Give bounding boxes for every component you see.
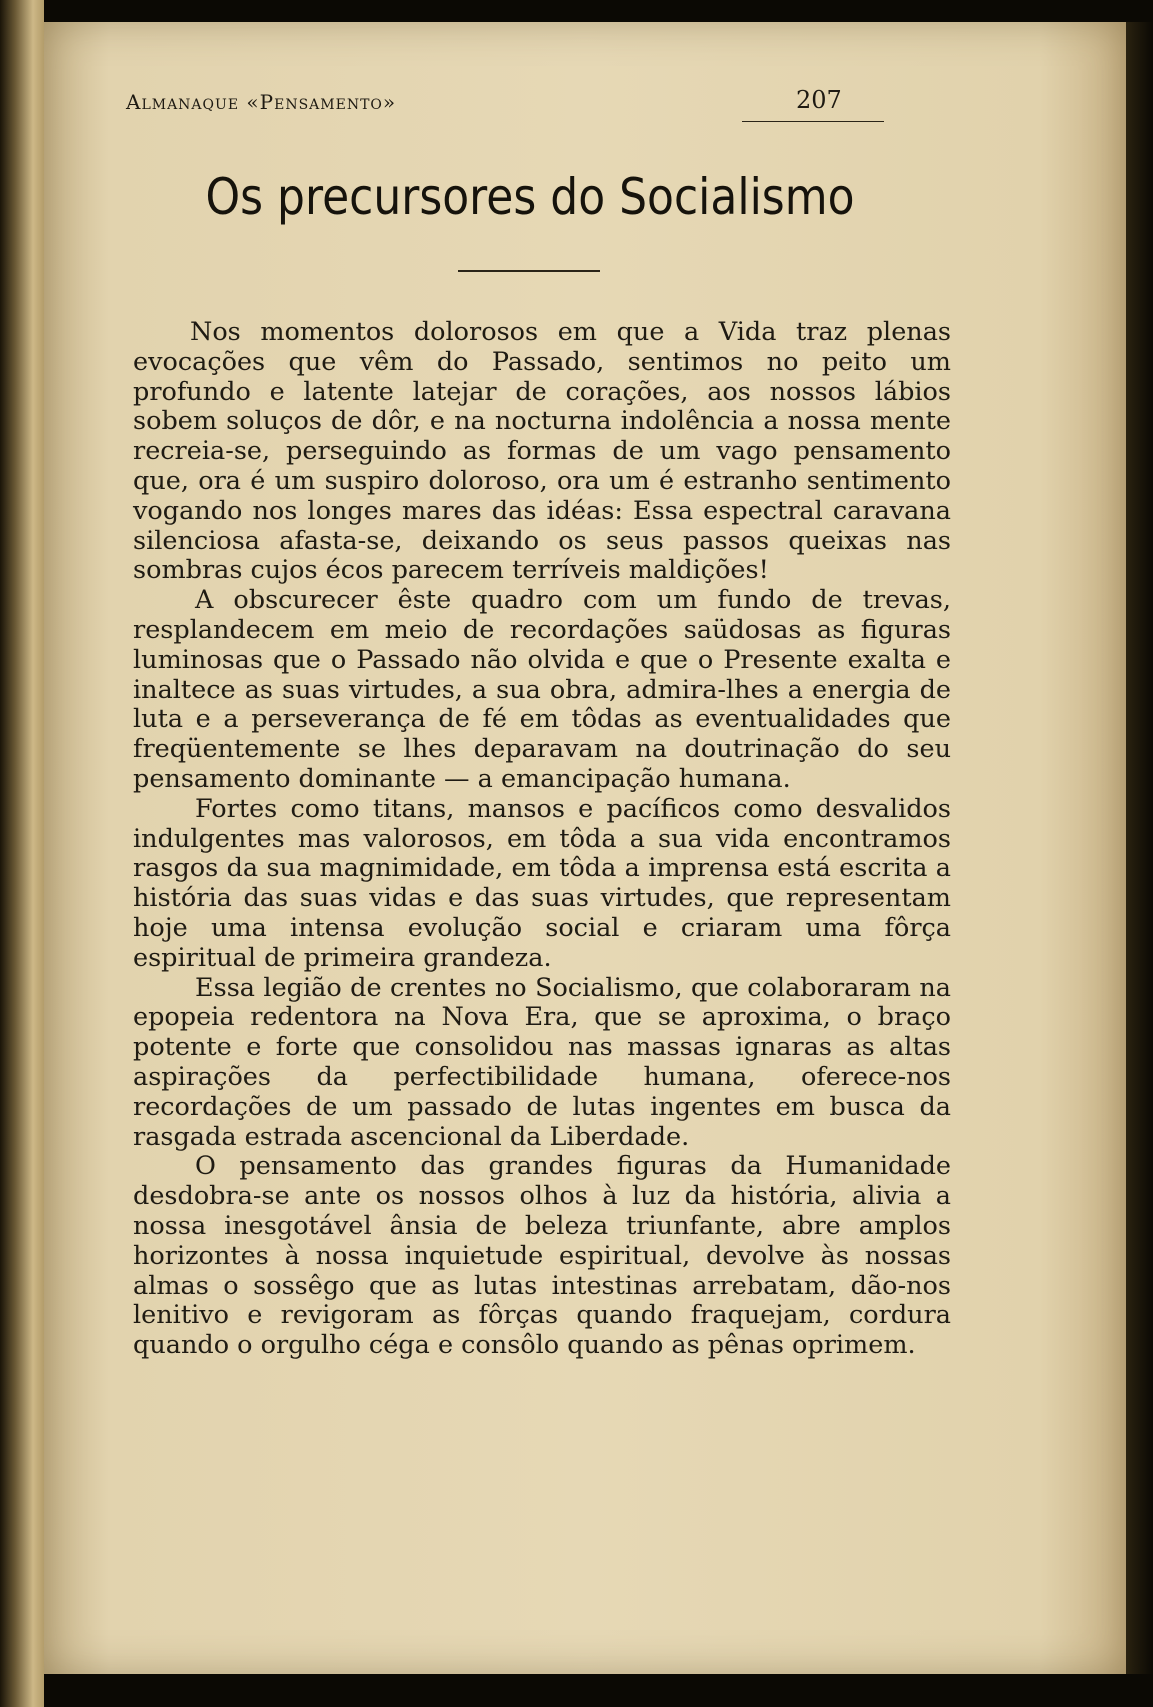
article-title: Os precursores do Socialismo [205,168,855,226]
page-number: 207 [796,86,842,114]
paragraph-3: Fortes como titans, mansos e pacíficos como desvalidos indulgentes mas valorosos, em tôda a sua vida encontramos rasgos da sua magnimidade, em tôda a imprensa está escrita a história das suas vidas e das suas virtudes, que representam hoje uma intensa evolução social e criaram uma fôrça espiritual de primeira grandeza. [133,793,951,973]
paragraph-1: Nos momentos dolorosos em que a Vida traz plenas evocações que vêm do Passado, sentimos no peito um profundo e latente latejar de corações, aos nossos lábios sobem soluços de dôr, e na nocturna indolência a nossa mente recreia-se, perseguindo as formas de um vago pensamento que, ora é um suspiro doloroso, ora um é estranho sentimento vogando nos longes mares das idéas: Essa espectral caravana silenciosa afasta-se, deixando os seus passos queixas nas sombras cujos écos parecem terríveis maldições! [133,317,951,586]
title-divider [458,270,600,272]
page-number-underline [742,121,884,122]
book-spine-shadow [0,0,44,1707]
paragraph-5: O pensamento das grandes figuras da Humanidade desdobra-se ante os nossos olhos à luz da história, alivia a nossa inesgotável ânsia de beleza triunfante, abre amplos horizontes à nossa inquietude espiritual, devolve às nossas almas o sossêgo que as lutas intestinas arrebatam, dão-nos lenitivo e revigoram as fôrças quando fraquejam, cordura quando o orgulho céga e consôlo quando as pênas oprimem. [133,1151,951,1361]
page-edge-shadow [1126,22,1153,1674]
running-head: Almanaque «Pensamento» [126,90,397,114]
article-body [133,318,951,1361]
paragraph-4: Essa legião de crentes no Socialismo, que colaboraram na epopeia redentora na Nova Era, que se aproxima, o braço potente e forte que consolidou nas massas ignaras as altas aspirações da perfectibilidade humana, oferece-nos recordações de um passado de lutas ingentes em busca da rasgada estrada ascencional da Liberdade. [133,972,951,1152]
page-header [82,64,902,124]
paragraph-2: A obscurecer êste quadro com um fundo de trevas, resplandecem em meio de recordações saüdosas as figuras luminosas que o Passado não olvida e que o Presente exalta e inaltece as suas virtudes, a sua obra, admira-lhes a energia de luta e a perseverança de fé em tôdas as eventualidades que freqüentemente se lhes deparavam na doutrinação do seu pensamento dominante — a emancipação humana. [133,585,951,794]
